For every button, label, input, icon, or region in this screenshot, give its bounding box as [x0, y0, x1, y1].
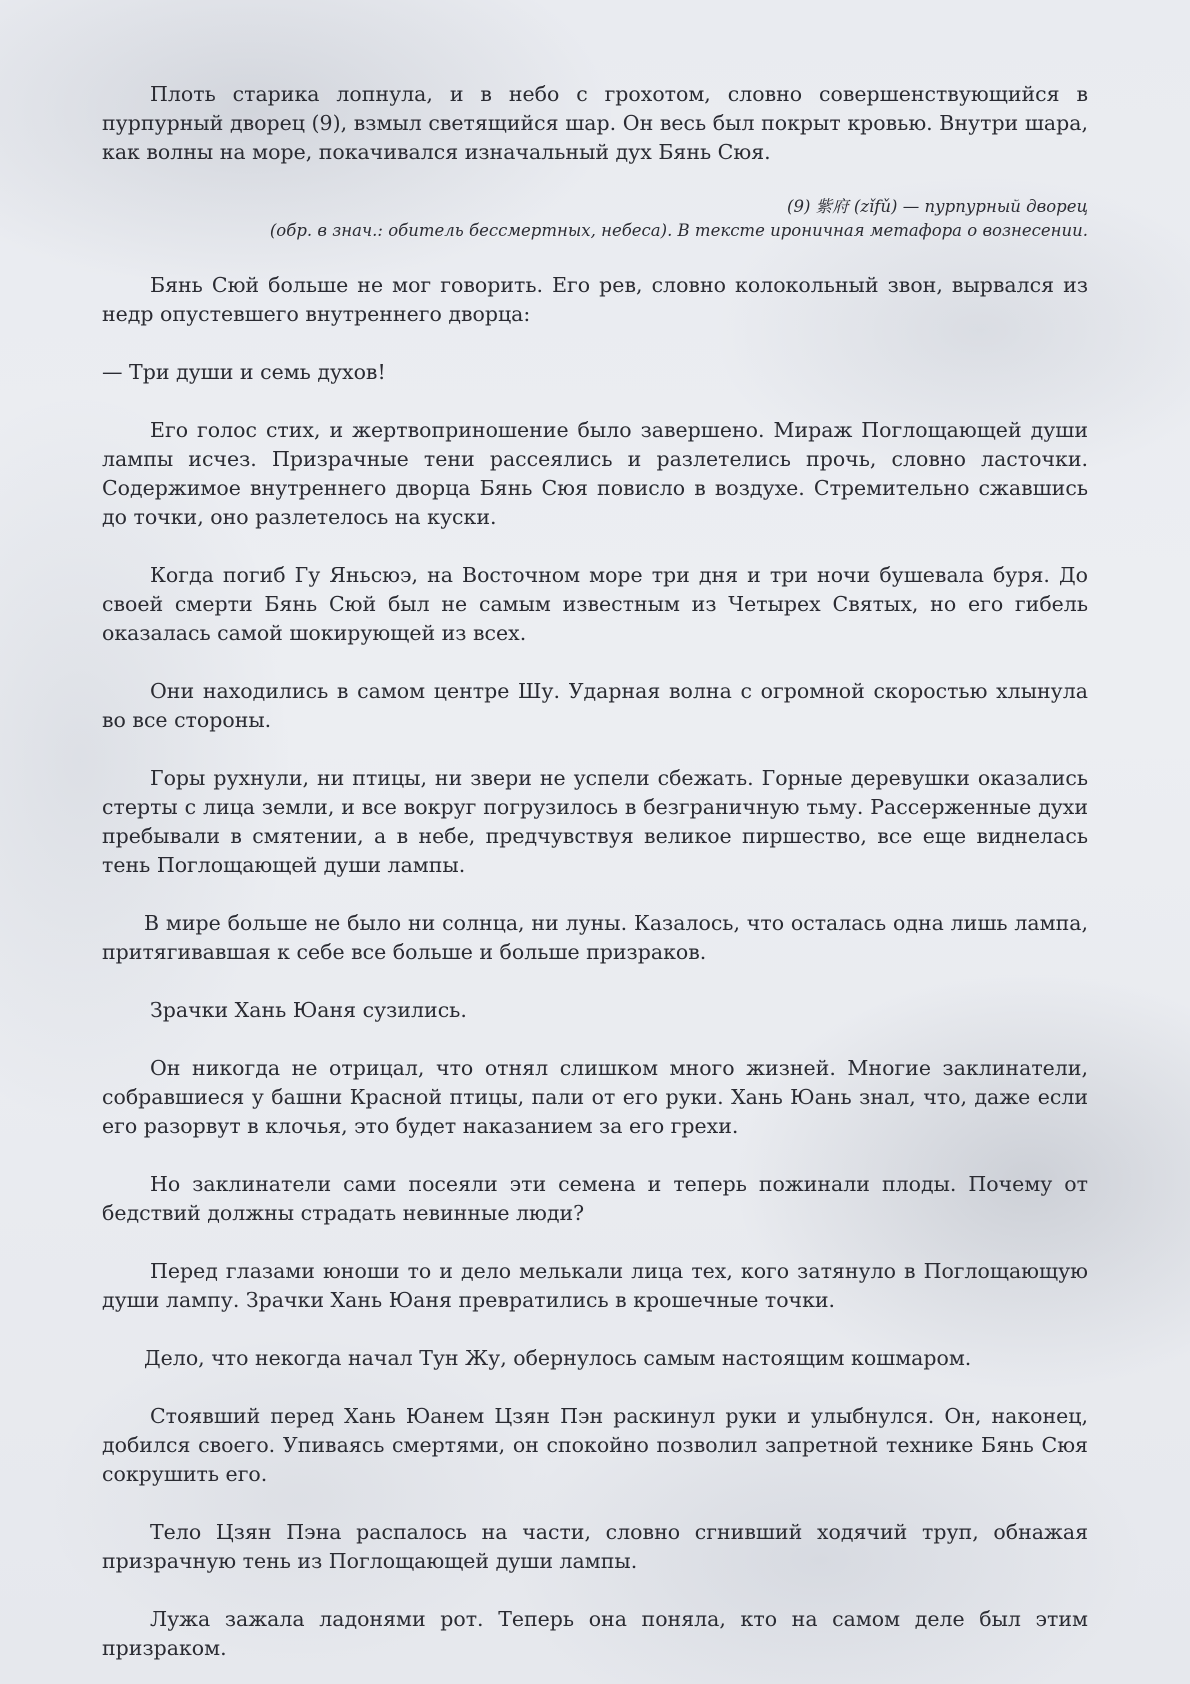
- dialogue-line: — Три души и семь духов!: [102, 360, 386, 384]
- paragraph: Зрачки Хань Юаня сузились.: [150, 998, 467, 1022]
- paragraph: Лужа зажала ладонями рот. Теперь она поняла, кто на самом деле был этим призраком.: [102, 1607, 1088, 1660]
- paragraph: Стоявший перед Хань Юанем Цзян Пэн раскинул руки и улыбнулся. Он, наконец, добился своего. Упиваясь смертями, он спокойно позволил запретной технике Бянь Сюя сокрушить его.: [102, 1404, 1088, 1486]
- footnote-line: (9) 紫府 (zǐfǔ) — пурпурный дворец: [787, 197, 1088, 216]
- paragraph: Он никогда не отрицал, что отнял слишком много жизней. Многие заклинатели, собравшиеся у башни Красной птицы, пали от его руки. Хань Юань знал, что, даже если его разорвут в клочья, это будет наказанием за его грехи.: [102, 1056, 1088, 1138]
- paragraph: Тело Цзян Пэна распалось на части, словно сгнивший ходячий труп, обнажая призрачную тень из Поглощающей души лампы.: [102, 1520, 1088, 1573]
- paragraph: Когда погиб Гу Яньсюэ, на Восточном море три дня и три ночи бушевала буря. До своей смерти Бянь Сюй был не самым известным из Четырех Святых, но его гибель оказалась самой шокирующей из всех.: [102, 563, 1088, 645]
- paragraph: Горы рухнули, ни птицы, ни звери не успели сбежать. Горные деревушки оказались стерты с лица земли, и все вокруг погрузилось в безграничную тьму. Рассерженные духи пребывали в смятении, а в небе, предчувствуя великое пиршество, все еще виднелась тень Поглощающей души лампы.: [102, 766, 1088, 877]
- paragraph: Перед глазами юноши то и дело мелькали лица тех, кого затянуло в Поглощающую души лампу. Зрачки Хань Юаня превратились в крошечные точки.: [102, 1259, 1088, 1312]
- paragraph: Его голос стих, и жертвоприношение было завершено. Мираж Поглощающей души лампы исчез. Призрачные тени рассеялись и разлетелись прочь, словно ласточки. Содержимое внутреннего дворца Бянь Сюя повисло в воздухе. Стремительно сжавшись до точки, оно разлетелось на куски.: [102, 418, 1088, 529]
- footnote-line: (обр. в знач.: обитель бессмертных, небеса). В тексте ироничная метафора о вознесении.: [269, 221, 1088, 240]
- paragraph: Но заклинатели сами посеяли эти семена и теперь пожинали плоды. Почему от бедствий должны страдать невинные люди?: [102, 1172, 1088, 1225]
- paragraph: Бянь Сюй больше не мог говорить. Его рев, словно колокольный звон, вырвался из недр опустевшего внутреннего дворца:: [102, 273, 1088, 326]
- paragraph: Плоть старика лопнула, и в небо с грохотом, словно совершенствующийся в пурпурный дворец (9), взмыл светящийся шар. Он весь был покрыт кровью. Внутри шара, как волны на море, покачивался изначальный дух Бянь Сюя.: [102, 82, 1088, 164]
- paragraph: Они находились в самом центре Шу. Ударная волна с огромной скоростью хлынула во все стороны.: [102, 679, 1088, 732]
- document-page: [102, 80, 1088, 1663]
- paragraph: Дело, что некогда начал Тун Жу, обернулось самым настоящим кошмаром.: [144, 1346, 972, 1370]
- paragraph: В мире больше не было ни солнца, ни луны. Казалось, что осталась одна лишь лампа, притягивавшая к себе все больше и больше призраков.: [102, 911, 1088, 964]
